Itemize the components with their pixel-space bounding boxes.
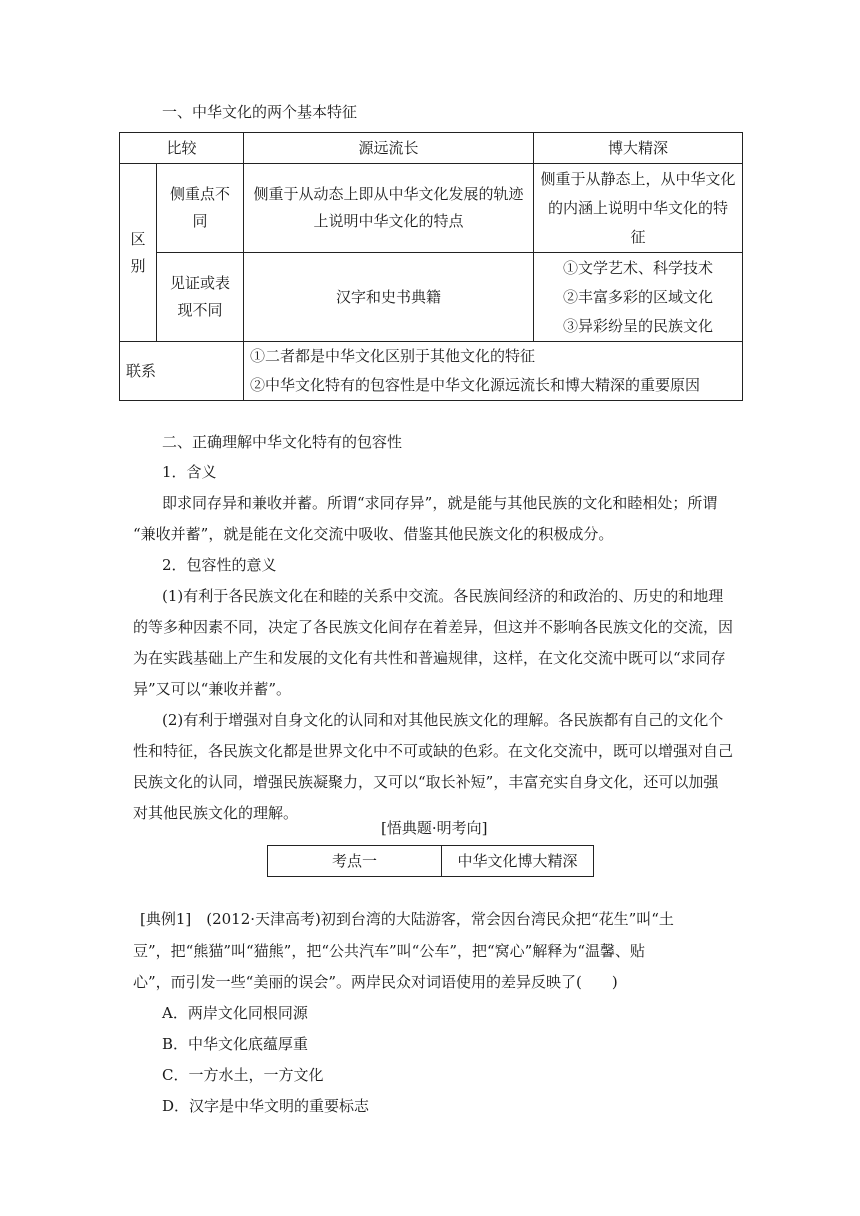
header-long-history: 源远流长 [244,133,534,164]
kaodian-value: 中华文化博大精深 [442,846,594,877]
kaodian-label: 考点一 [268,846,442,877]
p2-line: 为在实践基础上产生和发展的文化有共性和普遍规律，这样，在文化交流中既可以“求同存 [133,649,726,667]
option-b: B．中华文化底蕴厚重 [162,1035,309,1053]
p2-line: 的等多种因素不同，决定了各民族文化间存在着差异，但这并不影响各民族文化的交流，因 [133,618,734,636]
lianxi-label: 联系 [120,342,244,401]
p3-line: 民族文化的认同，增强民族凝聚力，又可以“取长补短”，丰富充实自身文化，还可以加强 [133,773,719,791]
sub-heading-meaning: 1．含义 [162,463,217,481]
header-compare: 比较 [120,133,244,164]
row-evidence-label: 见证或表 现不同 [157,253,244,342]
qubie-label: 区 别 [120,164,157,342]
evidence-broad-profound: ①文学艺术、科学技术 ②丰富多彩的区域文化 ③异彩纷呈的民族文化 [534,253,743,342]
p2-line: (1)有利于各民族文化在和睦的关系中交流。各民族间经济的和政治的、历史的和地理 [162,587,724,605]
p3-line: 对其他民族文化的理解。 [133,804,299,822]
section1-title: 一、中华文化的两个基本特征 [162,103,358,121]
p2-line: 异”又可以“兼收并蓄”。 [133,680,292,698]
kaodian-table [267,845,594,877]
option-c: C．一方水土，一方文化 [162,1066,324,1084]
feature-comparison-table [119,132,743,401]
focus-broad-profound: 侧重于从静态上，从中华文化 的内涵上说明中华文化的特 征 [534,164,743,253]
example-line: 豆”，把“熊猫”叫“猫熊”，把“公共汽车”叫“公车”，把“窝心”解释为“温馨、贴 [133,942,646,960]
p1-line: 即求同存异和兼收并蓄。所谓“求同存异”，就是能与其他民族的文化和睦相处；所谓 [162,494,718,512]
option-d: D．汉字是中华文明的重要标志 [162,1097,370,1115]
p3-line: (2)有利于增强对自身文化的认同和对其他民族文化的理解。各民族都有自己的文化个 [162,711,724,729]
focus-long-history: 侧重于从动态上即从中华文化发展的轨迹 上说明中华文化的特点 [244,164,534,253]
row-focus-label: 侧重点不 同 [157,164,244,253]
lianxi-content: ①二者都是中华文化区别于其他文化的特征 ②中华文化特有的包容性是中华文化源远流长和博大精深的重要原因 [244,342,743,401]
evidence-long-history: 汉字和史书典籍 [244,253,534,342]
sub-heading-significance: 2．包容性的意义 [162,556,277,574]
p1-line: “兼收并蓄”，就是能在文化交流中吸收、借鉴其他民族文化的积极成分。 [133,525,614,543]
section2-title: 二、正确理解中华文化特有的包容性 [162,433,403,451]
example-line: 心”，而引发一些“美丽的误会”。两岸民众对词语使用的差异反映了( ) [133,973,618,991]
option-a: A．两岸文化同根同源 [162,1004,308,1022]
example-line: [典例1] (2012·天津高考)初到台湾的大陆游客，常会因台湾民众把“花生”叫“土 [140,910,674,928]
header-broad-profound: 博大精深 [534,133,743,164]
p3-line: 性和特征，各民族文化都是世界文化中不可或缺的色彩。在文化交流中，既可以增强对自己 [133,742,734,760]
section3-heading: [悟典题·明考向] [381,819,488,837]
